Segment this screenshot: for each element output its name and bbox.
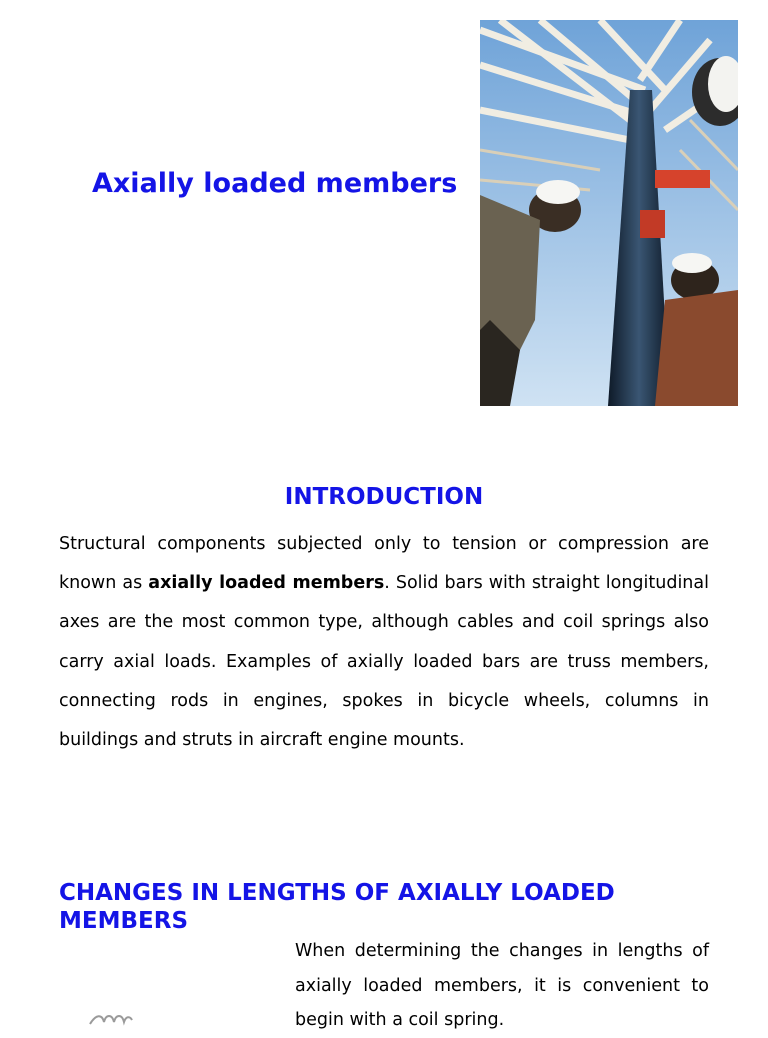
coil-spring-image [88,1010,134,1030]
introduction-heading: INTRODUCTION [284,484,484,510]
intro-bold-term: axially loaded members [148,573,385,594]
introduction-paragraph [59,525,709,760]
intro-text-end: . Solid bars with straight longitudinal axes are the most common type, although cables and coil springs also carry axial loads. Examples of axially loaded bars are truss members, connecting rods in engines, spokes in bicycle wheels, columns in buildings and struts in aircraft engine mounts. [59,573,709,751]
drilling-rig-illustration [480,20,738,406]
changes-heading: CHANGES IN LENGTHS OF AXIALLY LOADED MEMBERS [59,880,615,934]
intro-text-start: Structural components subjected only to tension or compression are known as [59,534,709,594]
page-title: Axially loaded members [92,168,458,199]
changes-paragraph: When determining the changes in lengths of axially loaded members, it is convenient to begin with a coil spring. [295,941,709,1030]
drilling-rig-photo [480,20,738,406]
